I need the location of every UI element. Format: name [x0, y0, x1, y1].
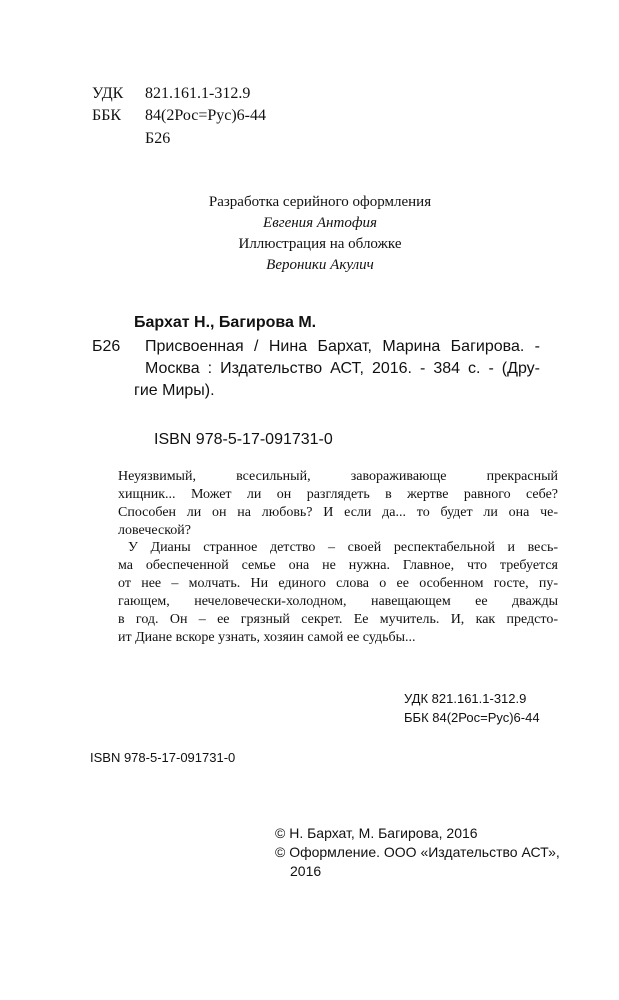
annotation-p1-line-1: Неуязвимый, всесильный, завораживающе прекрасный	[118, 469, 558, 484]
annotation-p2-line-5: в год. Он – ее грязный секрет. Ее мучитель. И, как предсто-	[118, 612, 558, 627]
isbn-bottom: ISBN 978-5-17-091731-0	[90, 750, 236, 765]
illustration-title: Иллюстрация на обложке	[238, 236, 402, 252]
copyright-line-1: © Н. Бархат, М. Багирова, 2016	[275, 825, 478, 841]
bib-line-2: Москва : Издательство АСТ, 2016. - 384 с. - (Дру-	[145, 360, 540, 377]
annotation-p2-line-6: ит Диане вскоре узнать, хозяин самой ее судьбы...	[118, 630, 416, 645]
udk-label: УДК	[92, 85, 124, 102]
annotation-p1-line-4: ловеческой?	[118, 523, 191, 538]
bib-line-3: гие Миры).	[134, 382, 215, 399]
annotation-p1-line-3: Способен ли он на любовь? И если да... то будет ли она че-	[118, 505, 558, 520]
isbn-main: ISBN 978-5-17-091731-0	[154, 431, 333, 448]
illustration-name: Вероники Акулич	[266, 257, 374, 273]
annotation-p2-line-2: ма обеспеченной семье она не нужна. Главное, что требуется	[118, 558, 558, 573]
udk-code: 821.161.1-312.9	[145, 85, 251, 102]
bib-sign: Б26	[92, 338, 121, 355]
udk-bottom: УДК 821.161.1-312.9	[404, 691, 527, 706]
copyright-line-2: © Оформление. ООО «Издательство АСТ»,	[275, 844, 560, 860]
design-title: Разработка серийного оформления	[208, 194, 432, 210]
annotation-p2-line-1: У Дианы странное детство – своей респектабельной и весь-	[128, 540, 558, 555]
bbk-bottom: ББК 84(2Рос=Рус)6-44	[404, 710, 540, 725]
bbk-label: ББК	[92, 107, 122, 124]
annotation-p1-line-2: хищник... Может ли он разглядеть в жертве равного себе?	[118, 487, 558, 502]
annotation-p2-line-4: гающем, нечеловечески-холодном, навещающем ее дважды	[118, 594, 558, 609]
annotation-p2-line-3: от нее – молчать. Ни единого слова о ее особенном госте, пу-	[118, 576, 558, 591]
bib-line-1: Присвоенная / Нина Бархат, Марина Багирова. -	[145, 338, 540, 355]
authors-heading: Бархат Н., Багирова М.	[134, 314, 317, 331]
author-sign-top: Б26	[145, 130, 171, 147]
bbk-code: 84(2Рос=Рус)6-44	[145, 107, 267, 124]
copyright-line-3: 2016	[290, 863, 322, 879]
design-name: Евгения Антофия	[263, 215, 377, 231]
